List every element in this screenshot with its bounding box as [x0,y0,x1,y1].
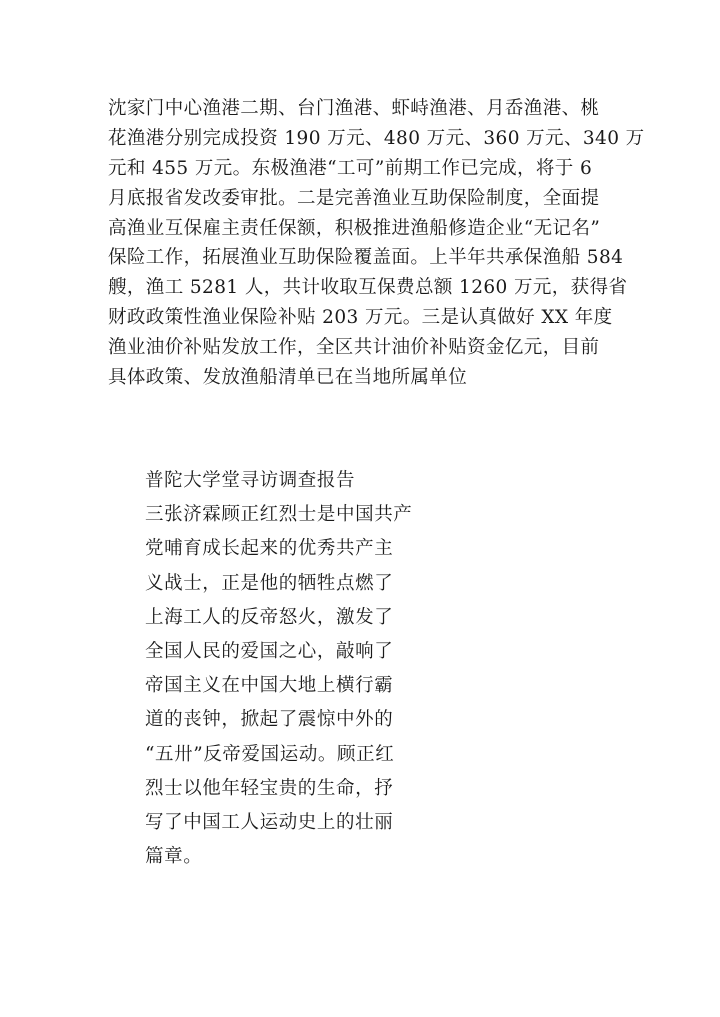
paragraph-line: 具体政策、发放渔船清单已在当地所属单位 [108,367,468,389]
paragraph-line: 保险工作，拓展渔业互助保险覆盖面。上半年共承保渔船 584 [108,247,624,269]
section-line: 上海工人的反帝怒火，激发了 [145,606,394,628]
paragraph-line: 渔业油价补贴发放工作，全区共计油价补贴资金亿元，目前 [108,337,600,359]
section-line: 篇章。 [145,846,203,868]
section-line: “五卅”反帝爱国运动。顾正红 [145,743,395,765]
paragraph-line: 月底报省发改委审批。二是完善渔业互助保险制度，全面提 [108,187,600,209]
section-line: 烈士以他年轻宝贵的生命，抒 [145,777,394,799]
paragraph-line: 高渔业互保雇主责任保额，积极推进渔船修造企业“无记名” [108,217,601,239]
section-line: 帝国主义在中国大地上横行霸 [145,675,394,697]
paragraph-line: 元和 455 万元。东极渔港“工可”前期工作已完成，将于 6 [108,157,593,179]
paragraph-line: 艘，渔工 5281 人，共计收取互保费总额 1260 万元，获得省 [108,277,628,299]
section-line: 义战士，正是他的牺牲点燃了 [145,572,394,594]
section-line: 党哺育成长起来的优秀共产主 [145,538,394,560]
section-line: 全国人民的爱国之心，敲响了 [145,640,394,662]
body-paragraph [108,94,645,393]
paragraph-line: 财政政策性渔业保险补贴 203 万元。三是认真做好 XX 年度 [108,307,613,329]
section-line: 写了中国工人运动史上的壮丽 [145,811,394,833]
paragraph-line: 花渔港分别完成投资 190 万元、480 万元、360 万元、340 万 [108,127,645,149]
paragraph-line: 沈家门中心渔港二期、台门渔港、虾峙渔港、月岙渔港、桃 [108,98,600,119]
report-section [145,464,445,874]
section-title: 普陀大学堂寻访调查报告 [145,470,356,491]
section-line: 三张济霖顾正红烈士是中国共产 [145,504,413,526]
section-line: 道的丧钟，掀起了震惊中外的 [145,709,394,731]
